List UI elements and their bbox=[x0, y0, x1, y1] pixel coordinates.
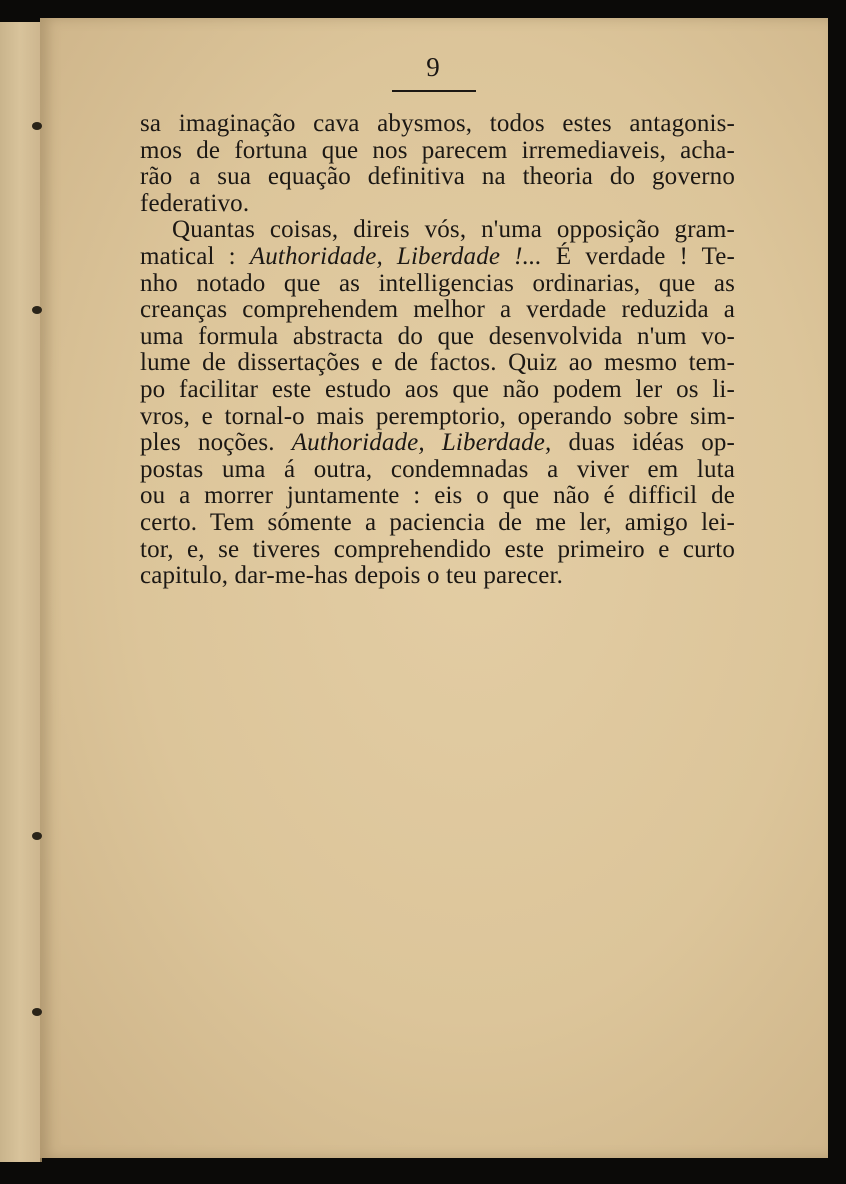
text-line: nho notado que as intelligencias ordinarias, que as bbox=[140, 269, 735, 297]
text-line: postas uma á outra, condemnadas a viver em luta bbox=[140, 455, 735, 483]
text-line: ples noções. Authoridade, Liberdade, duas idéas op- bbox=[140, 429, 735, 457]
page-number: 9 bbox=[426, 52, 440, 82]
text-line: ou a morrer juntamente : eis o que não é difficil de bbox=[140, 482, 735, 510]
text-line: mos de fortuna que nos parecem irremediaveis, acha- bbox=[140, 136, 735, 164]
binding-thread-mark bbox=[32, 832, 42, 840]
text-line: tor, e, se tiveres comprehendido este primeiro e curto bbox=[140, 535, 735, 563]
page-number-rule bbox=[392, 90, 476, 92]
italic-phrase: Authoridade, Liberdade, bbox=[291, 429, 552, 457]
left-page-edge bbox=[0, 22, 42, 1162]
body-text bbox=[140, 111, 735, 590]
text-line: creanças comprehendem melhor a verdade reduzida a bbox=[140, 296, 735, 324]
text-line: matical : Authoridade, Liberdade !... É verdade ! Te- bbox=[140, 242, 735, 270]
text-line: uma formula abstracta do que desenvolvida n'um vo- bbox=[140, 322, 735, 350]
text-line: lume de dissertações e de factos. Quiz ao mesmo tem- bbox=[140, 349, 735, 377]
binding-thread-mark bbox=[32, 122, 42, 130]
text-line: vros, e tornal-o mais peremptorio, operando sobre sim- bbox=[140, 402, 735, 430]
text-line: federativo. bbox=[140, 189, 250, 217]
binding-thread-mark bbox=[32, 1008, 42, 1016]
binding-thread-mark bbox=[32, 306, 42, 314]
text-line: Quantas coisas, direis vós, n'uma opposição gram- bbox=[172, 216, 735, 244]
italic-phrase: Authoridade, Liberdade !... bbox=[249, 242, 542, 270]
text-line: sa imaginação cava abysmos, todos estes antagonis- bbox=[140, 110, 735, 137]
bleed-through-text bbox=[95, 590, 735, 617]
text-line: capitulo, dar-me-has depois o teu parecer. bbox=[140, 562, 563, 590]
text-line: certo. Tem sómente a paciencia de me ler, amigo lei- bbox=[140, 508, 735, 536]
text-line: po facilitar este estudo aos que não podem ler os li- bbox=[140, 375, 735, 403]
text-line: rão a sua equação definitiva na theoria do governo bbox=[140, 163, 735, 191]
